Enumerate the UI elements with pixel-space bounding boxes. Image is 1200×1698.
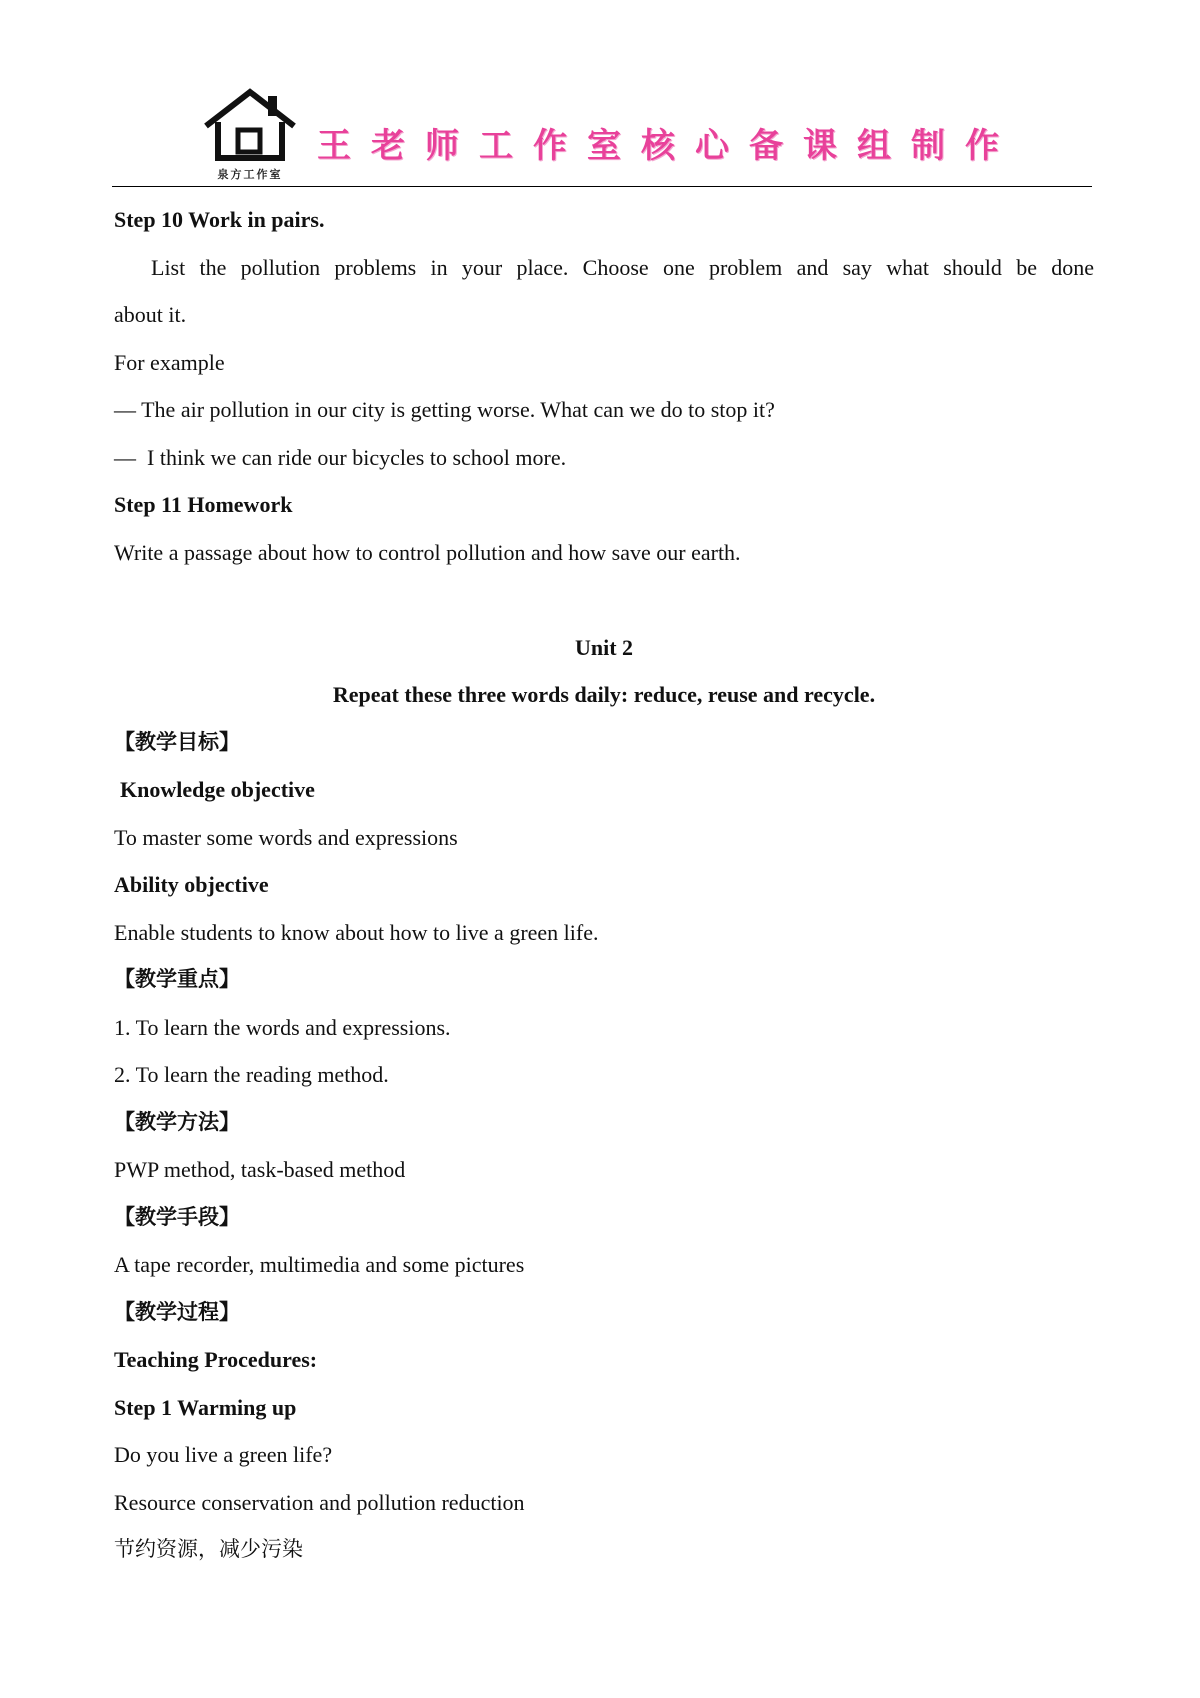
spacer [114, 576, 1094, 624]
process-heading: 【教学过程】 [114, 1299, 240, 1324]
dialogue-line [114, 386, 1094, 434]
step10-instruction-line2: about it. [114, 302, 187, 327]
process-line: Resource conservation and pollution reduction [114, 1489, 525, 1515]
dialogue-dash: — [114, 444, 136, 470]
unit-title: Unit 2 [574, 634, 634, 660]
procedures-label: Teaching Procedures: [114, 1347, 318, 1372]
methods-heading: 【教学方法】 [114, 1109, 240, 1134]
step10-heading: Step 10 Work in pairs. [114, 207, 325, 232]
step11-heading: Step 11 Homework [114, 492, 293, 517]
process-line-cn: 节约资源，减少污染 [114, 1537, 303, 1561]
studio-logo [200, 86, 304, 182]
knowledge-text: To master some words and expressions [114, 824, 458, 850]
aids-heading: 【教学手段】 [114, 1204, 240, 1229]
step10-instruction-line1: List the pollution problems in your place. Choose one problem and say what should be done [151, 254, 1094, 280]
unit-subtitle: Repeat these three words daily: reduce, reuse and recycle. [332, 682, 876, 707]
ability-label: Ability objective [114, 872, 269, 897]
example-label: For example [114, 349, 225, 375]
dialogue-text: I think we can ride our bicycles to school more. [147, 444, 567, 470]
dialogue-dash: — [114, 397, 136, 422]
key-point-item: 2. To learn the reading method. [114, 1062, 389, 1087]
house-icon [200, 86, 300, 170]
dialogue-line [114, 434, 1094, 482]
step11-text: Write a passage about how to control pollution and how save our earth. [114, 539, 741, 565]
dialogue-text: The air pollution in our city is getting worse. What can we do to stop it? [141, 397, 775, 422]
key-point-item: 1. To learn the words and expressions. [114, 1014, 451, 1040]
page-header [112, 82, 1092, 187]
process-line: Do you live a green life? [114, 1442, 333, 1467]
methods-text: PWP method, task-based method [114, 1157, 406, 1182]
studio-banner: 王老师工作室核心备课组制作 [317, 126, 1019, 166]
ability-text: Enable students to know about how to live a green life. [114, 919, 599, 945]
key-points-heading: 【教学重点】 [114, 967, 240, 991]
aids-text: A tape recorder, multimedia and some pictures [114, 1252, 525, 1277]
step1-heading: Step 1 Warming up [114, 1394, 297, 1420]
knowledge-label: Knowledge objective [120, 777, 315, 802]
document-body [114, 196, 1094, 1574]
objectives-heading: 【教学目标】 [114, 729, 240, 754]
logo-caption: 泉方工作室 [217, 168, 283, 181]
